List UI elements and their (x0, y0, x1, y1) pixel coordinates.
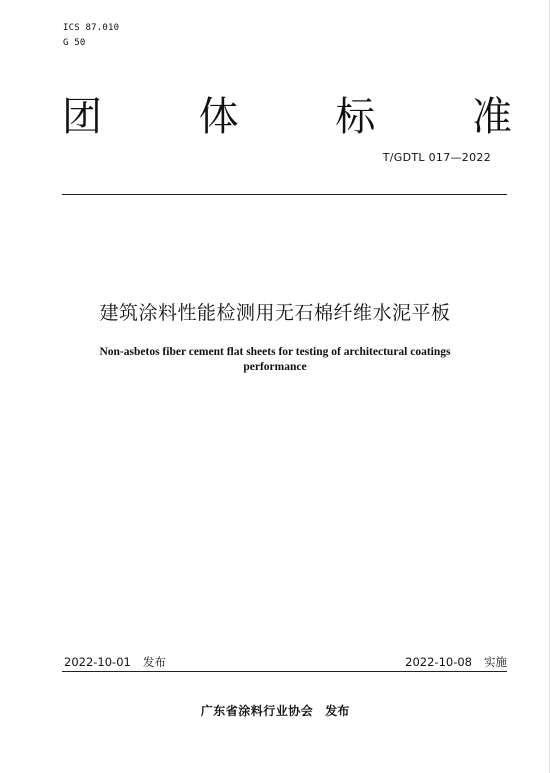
heading-char-4: 准 (471, 94, 512, 140)
classification-block (63, 21, 119, 51)
ics-code: ICS 87.010 (63, 23, 120, 33)
top-divider (62, 194, 507, 195)
issue-label: 发布 (142, 655, 166, 669)
english-title (40, 345, 510, 375)
implement-date: 2022-10-08 (405, 655, 472, 669)
ccs-code: G 50 (63, 38, 86, 48)
publisher-org: 广东省涂料行业协会 (200, 704, 314, 718)
heading-char-1: 团 (62, 94, 102, 140)
english-title-line-2: performance (243, 361, 307, 373)
chinese-title: 建筑涂料性能检测用无石棉纤维水泥平板 (99, 302, 451, 324)
publisher-label: 发布 (325, 704, 350, 718)
english-title-line-1: Non-asbetos fiber cement flat sheets for testing of architectural coatings (99, 346, 451, 358)
standard-number: T/GDTL 017—2022 (382, 151, 491, 164)
publisher-line (0, 702, 550, 719)
heading-char-3: 标 (335, 94, 376, 140)
implement-date-block (405, 654, 507, 670)
document-type-heading (62, 92, 512, 142)
issue-date: 2022-10-01 (64, 655, 131, 669)
issue-date-block (64, 654, 166, 670)
bottom-divider (62, 671, 507, 672)
implement-label: 实施 (484, 655, 507, 669)
heading-char-2: 体 (198, 94, 239, 140)
